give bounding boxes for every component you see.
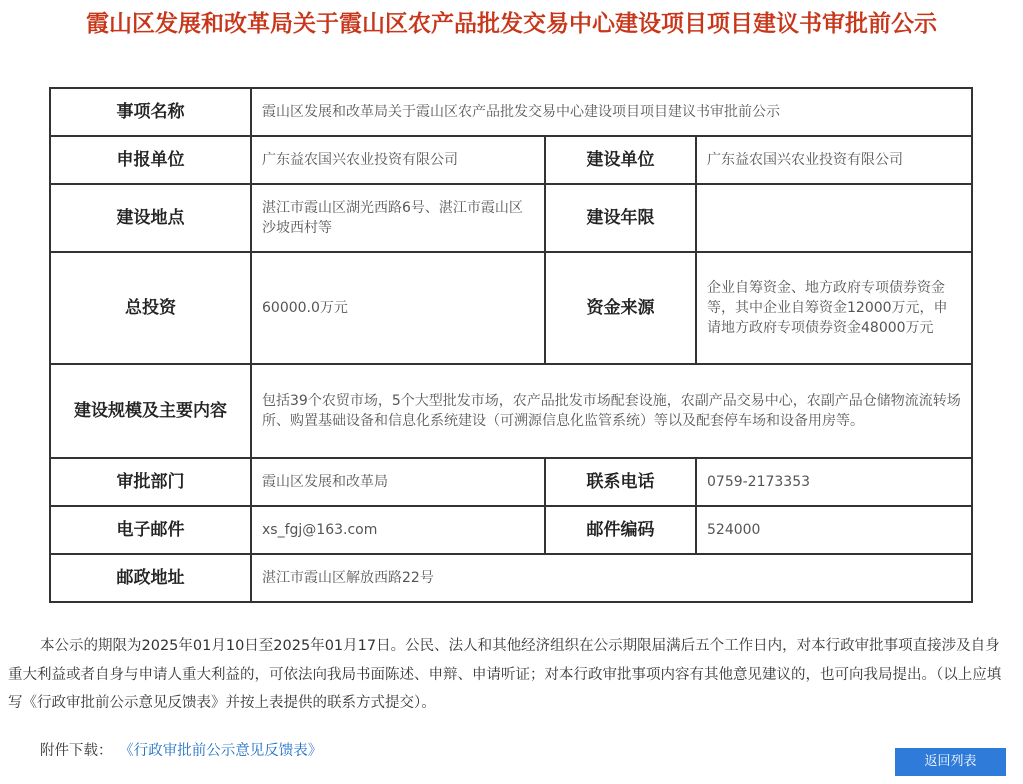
period-value	[696, 184, 972, 252]
feedback-form-download-link[interactable]: 《行政审批前公示意见反馈表》	[126, 743, 323, 759]
table-row	[50, 252, 972, 364]
phone-label: 联系电话	[545, 458, 696, 506]
page-title: 霞山区发展和改革局关于霞山区农产品批发交易中心建设项目项目建议书审批前公示	[86, 11, 937, 37]
attachment-row	[40, 739, 322, 763]
email-label: 电子邮件	[50, 506, 251, 554]
back-to-list-button[interactable]: 返回列表	[895, 748, 1006, 776]
funding-label: 资金来源	[545, 252, 696, 364]
postcode-value: 524000	[696, 506, 972, 554]
postcode-label: 邮件编码	[545, 506, 696, 554]
phone-value: 0759-2173353	[696, 458, 972, 506]
investment-value: 60000.0万元	[251, 252, 545, 364]
table-row	[50, 136, 972, 184]
builder-value: 广东益农国兴农业投资有限公司	[696, 136, 972, 184]
period-label: 建设年限	[545, 184, 696, 252]
scale-label: 建设规模及主要内容	[50, 364, 251, 458]
item-name-label: 事项名称	[50, 88, 251, 136]
scale-value: 包括39个农贸市场，5个大型批发市场，农产品批发市场配套设施，农副产品交易中心，农副产品仓储物流流转场所、购置基础设备和信息化系统建设（可溯源信息化监管系统）等以及配套停车场和设备用房等。	[251, 364, 972, 458]
dept-label: 审批部门	[50, 458, 251, 506]
table-row	[50, 88, 972, 136]
location-label: 建设地点	[50, 184, 251, 252]
table-row	[50, 184, 972, 252]
address-label: 邮政地址	[50, 554, 251, 602]
table-row	[50, 506, 972, 554]
location-value: 湛江市霞山区湖光西路6号、湛江市霞山区沙坡西村等	[251, 184, 545, 252]
item-name-value: 霞山区发展和改革局关于霞山区农产品批发交易中心建设项目项目建议书审批前公示	[251, 88, 972, 136]
project-info-table	[49, 87, 973, 603]
builder-label: 建设单位	[545, 136, 696, 184]
funding-value: 企业自筹资金、地方政府专项债券资金等，其中企业自筹资金12000万元，申请地方政府专项债券资金48000万元	[696, 252, 972, 364]
table-row	[50, 458, 972, 506]
attachment-label: 附件下载：	[40, 743, 113, 759]
applicant-label: 申报单位	[50, 136, 251, 184]
notice-text: 本公示的期限为2025年01月10日至2025年01月17日。公民、法人和其他经济组织在公示期限届满后五个工作日内，对本行政审批事项直接涉及自身重大利益或者自身与申请人重大利益的，可依法向我局书面陈述、申辩、申请听证；对本行政审批事项内容有其他意见建议的，也可向我局提出。（以上应填写《行政审批前公示意见反馈表》并按上表提供的联系方式提交）。	[8, 638, 1002, 711]
table-row	[50, 554, 972, 602]
dept-value: 霞山区发展和改革局	[251, 458, 545, 506]
investment-label: 总投资	[50, 252, 251, 364]
email-value: xs_fgj@163.com	[251, 506, 545, 554]
address-value: 湛江市霞山区解放西路22号	[251, 554, 972, 602]
applicant-value: 广东益农国兴农业投资有限公司	[251, 136, 545, 184]
table-row	[50, 364, 972, 458]
